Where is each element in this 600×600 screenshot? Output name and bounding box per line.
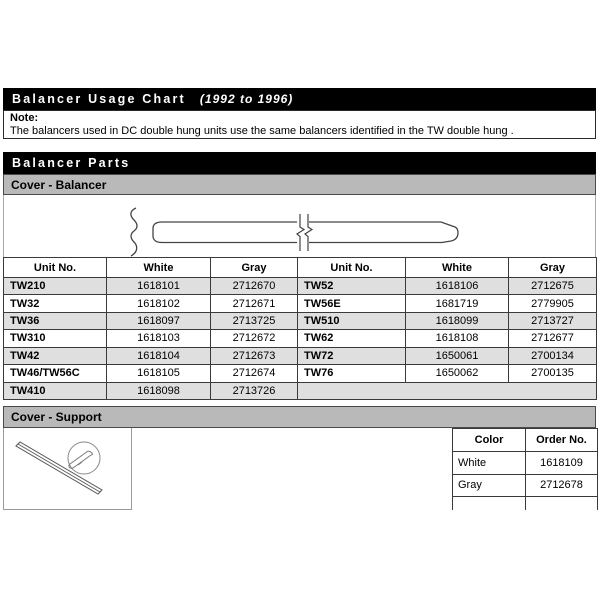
part-number-cell: 1650061	[406, 347, 509, 364]
support-bar-drawing-icon	[4, 428, 131, 508]
balancer-parts-bar	[3, 152, 596, 174]
unit-cell: TW510	[298, 312, 406, 329]
column-header-gray-left: Gray	[211, 258, 298, 278]
unit-cell: TW210	[4, 278, 107, 295]
table-row	[4, 312, 597, 329]
unit-cell: TW42	[4, 347, 107, 364]
order-number-cell: 2712678	[526, 474, 598, 497]
column-header-color: Color	[453, 429, 526, 452]
part-number-cell: 2712674	[211, 365, 298, 382]
table-row	[4, 382, 597, 399]
crimped-end-squiggle	[131, 208, 137, 256]
table-header-row	[453, 429, 598, 452]
order-number-cell: 1618109	[526, 452, 598, 475]
column-header-order-no: Order No.	[526, 429, 598, 452]
column-header-unit-no-right: Unit No.	[298, 258, 406, 278]
note-label: Note:	[10, 112, 39, 124]
part-number-cell: 2712670	[211, 278, 298, 295]
part-number-cell: 1618101	[107, 278, 211, 295]
document-title: Balancer Usage Chart	[12, 92, 186, 106]
table-row	[4, 347, 597, 364]
title-bar	[3, 88, 596, 110]
part-number-cell: 1618105	[107, 365, 211, 382]
note-text: The balancers used in DC double hung units use the same balancers identified in the TW double hung .	[10, 125, 514, 137]
cover-support-title: Cover - Support	[11, 410, 102, 424]
cover-support-diagram	[3, 428, 132, 510]
part-number-cell: 1618099	[406, 312, 509, 329]
part-number-cell: 2712675	[509, 278, 597, 295]
column-header-gray-right: Gray	[509, 258, 597, 278]
unit-cell: TW72	[298, 347, 406, 364]
balancer-cover-drawing-icon	[4, 195, 595, 257]
part-number-cell: 2779905	[509, 295, 597, 312]
table-header-row	[4, 258, 597, 278]
part-number-cell: 2713726	[211, 382, 298, 399]
part-number-cell: 2712673	[211, 347, 298, 364]
empty-cell	[526, 497, 598, 511]
table-row	[4, 365, 597, 382]
document-subtitle: (1992 to 1996)	[199, 92, 294, 106]
table-row	[4, 295, 597, 312]
column-header-white-left: White	[107, 258, 211, 278]
part-number-cell: 1618102	[107, 295, 211, 312]
part-number-cell: 2713727	[509, 312, 597, 329]
cover-support-section-header	[3, 406, 596, 428]
part-number-cell: 2713725	[211, 312, 298, 329]
balancer-cover-parts-table	[3, 257, 597, 400]
table-row-empty	[453, 497, 598, 511]
note-box	[3, 110, 596, 139]
column-header-unit-no-left: Unit No.	[4, 258, 107, 278]
unit-cell: TW62	[298, 330, 406, 347]
part-number-cell: 2712672	[211, 330, 298, 347]
part-number-cell: 2712677	[509, 330, 597, 347]
unit-cell: TW56E	[298, 295, 406, 312]
unit-cell: TW76	[298, 365, 406, 382]
part-number-cell: 1618103	[107, 330, 211, 347]
unit-cell: TW32	[4, 295, 107, 312]
cover-balancer-title: Cover - Balancer	[11, 177, 107, 192]
part-number-cell: 2700135	[509, 365, 597, 382]
part-number-cell: 1618104	[107, 347, 211, 364]
empty-cell	[453, 497, 526, 511]
cover-balancer-section-header	[3, 174, 596, 195]
table-row	[4, 278, 597, 295]
balancer-cover-diagram	[3, 195, 596, 257]
color-cell: Gray	[453, 474, 526, 497]
part-number-cell: 2700134	[509, 347, 597, 364]
table-row	[453, 474, 598, 497]
color-cell: White	[453, 452, 526, 475]
table-row	[4, 330, 597, 347]
column-header-white-right: White	[406, 258, 509, 278]
part-number-cell: 1681719	[406, 295, 509, 312]
part-number-cell: 2712671	[211, 295, 298, 312]
part-number-cell: 1618098	[107, 382, 211, 399]
part-number-cell: 1650062	[406, 365, 509, 382]
part-number-cell: 1618108	[406, 330, 509, 347]
detail-magnifier-circle	[68, 442, 100, 474]
unit-cell: TW310	[4, 330, 107, 347]
table-row	[453, 452, 598, 475]
empty-cell	[298, 382, 597, 399]
balancer-parts-title: Balancer Parts	[12, 156, 131, 170]
part-number-cell: 1618097	[107, 312, 211, 329]
part-number-cell: 1618106	[406, 278, 509, 295]
unit-cell: TW36	[4, 312, 107, 329]
unit-cell: TW52	[298, 278, 406, 295]
cover-support-order-table	[452, 428, 598, 510]
unit-cell: TW46/TW56C	[4, 365, 107, 382]
unit-cell: TW410	[4, 382, 107, 399]
